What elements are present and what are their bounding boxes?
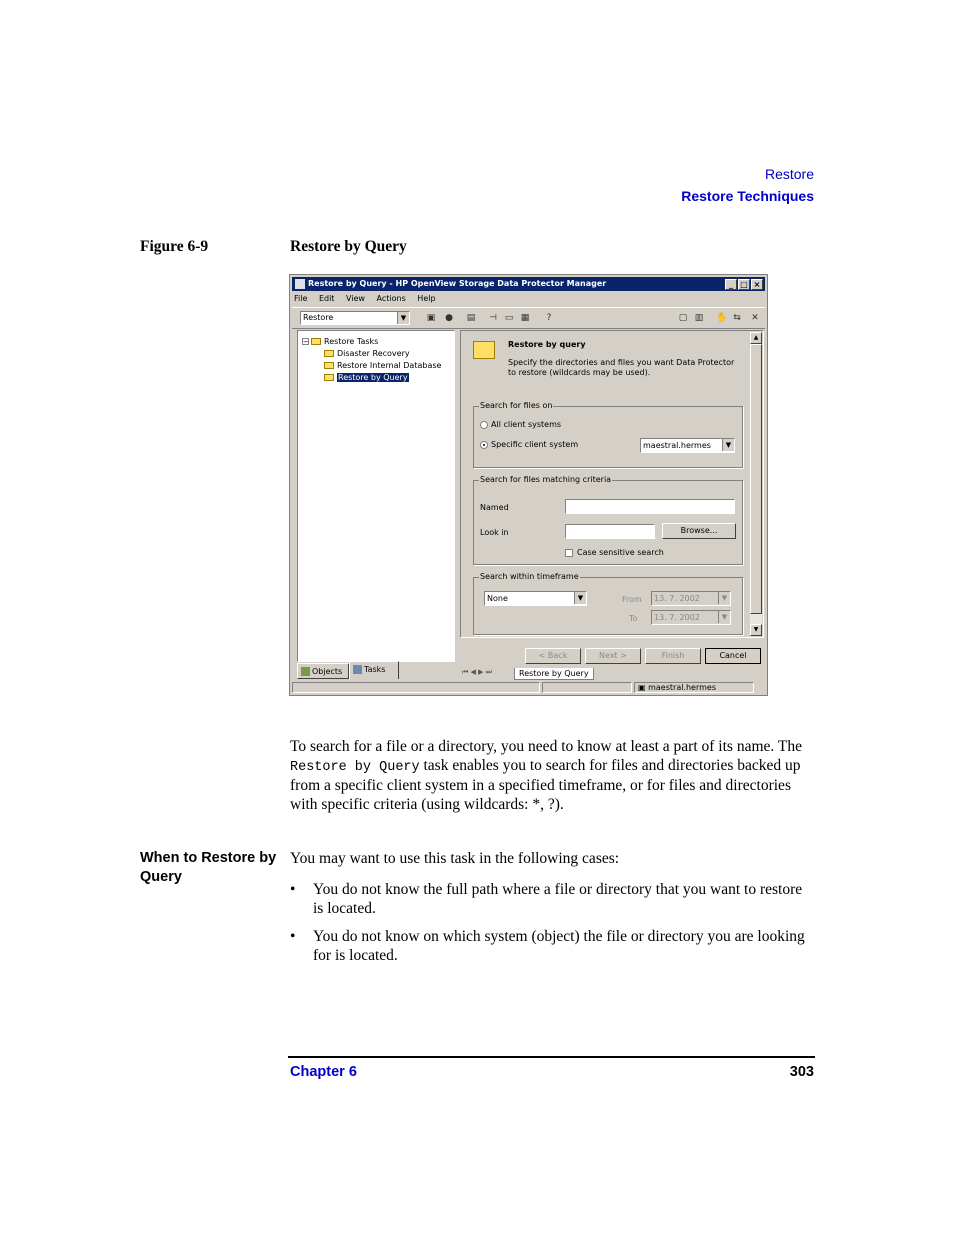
tab-tasks[interactable] xyxy=(349,661,399,679)
radio-button[interactable] xyxy=(480,441,488,449)
menu-help[interactable]: Help xyxy=(417,294,436,303)
folder-icon xyxy=(311,338,321,345)
tab-scroll-arrows-icon[interactable]: ⏮ ◀ ▶ ⏭ xyxy=(462,668,493,676)
vertical-scrollbar[interactable] xyxy=(750,332,762,636)
from-date-select xyxy=(651,591,731,606)
wizard-navigation xyxy=(460,643,764,665)
intro-text-a: To search for a file or a directory, you need to know at least a part of its name. The xyxy=(290,738,802,755)
tree-item-restore-by-query[interactable] xyxy=(302,372,441,384)
pin-icon[interactable]: ⊣ xyxy=(489,313,497,323)
tab-objects[interactable] xyxy=(297,663,349,679)
arrows-icon[interactable]: ⇆ xyxy=(733,313,741,323)
list-icon[interactable]: ▭ xyxy=(504,313,514,323)
scroll-down-icon[interactable]: ▼ xyxy=(750,624,762,636)
chevron-down-icon: ▼ xyxy=(718,611,730,623)
case-sensitive-option[interactable] xyxy=(565,548,664,557)
chevron-down-icon: ▼ xyxy=(574,592,586,604)
help-icon[interactable]: ? xyxy=(546,313,552,323)
client-system-value: maestral.hermes xyxy=(643,441,711,450)
context-select[interactable] xyxy=(300,311,410,325)
monitor-icon[interactable]: ▢ xyxy=(678,313,688,323)
timeframe-value: None xyxy=(487,594,508,603)
group-label: Search within timeframe xyxy=(480,572,579,581)
minimize-button[interactable]: _ xyxy=(725,279,737,290)
tab-restore-by-query[interactable]: Restore by Query xyxy=(514,668,594,680)
running-header-section: Restore Techniques xyxy=(681,188,814,204)
look-in-label: Look in xyxy=(480,528,509,537)
timeframe-select[interactable] xyxy=(484,591,587,606)
tree-item-label: Restore Tasks xyxy=(324,337,379,346)
next-button[interactable]: Next > xyxy=(585,648,641,664)
wizard-title: Restore by query xyxy=(508,340,586,349)
group-timeframe xyxy=(473,572,743,635)
app-window-screenshot xyxy=(289,274,768,696)
close-button[interactable]: × xyxy=(751,279,763,290)
group-matching-criteria xyxy=(473,475,743,565)
tree-item-disaster-recovery[interactable] xyxy=(302,348,441,360)
bullet-icon: • xyxy=(290,881,296,898)
scoping-pane xyxy=(297,330,455,662)
chevron-down-icon: ▼ xyxy=(722,439,734,451)
refresh-icon[interactable]: ● xyxy=(445,313,453,323)
scroll-up-icon[interactable]: ▲ xyxy=(750,332,762,344)
disconnect-icon[interactable]: ✕ xyxy=(751,313,759,323)
menu-bar xyxy=(294,293,445,305)
cases-intro: You may want to use this task in the following cases: xyxy=(290,850,620,867)
context-select-value: Restore xyxy=(303,313,334,322)
wizard-description: Specify the directories and files you want Data Protector to restore (wildcards may be used). xyxy=(508,358,735,377)
menu-actions[interactable]: Actions xyxy=(376,294,406,303)
properties-icon[interactable]: ▤ xyxy=(466,313,476,323)
status-host xyxy=(634,682,754,693)
bullet-text: You do not know the full path where a file or directory that you want to restore is located. xyxy=(313,881,803,917)
app-icon xyxy=(295,279,305,289)
tree-item-restore-tasks[interactable] xyxy=(302,336,441,348)
tab-label: Objects xyxy=(312,667,343,676)
group-label: Search for files matching criteria xyxy=(480,475,612,484)
figure-title: Restore by Query xyxy=(290,238,407,255)
folder-icon xyxy=(324,350,334,357)
look-in-input[interactable] xyxy=(565,524,655,539)
to-label: To xyxy=(629,614,638,623)
client-system-select[interactable] xyxy=(640,438,735,453)
scroll-thumb[interactable] xyxy=(750,344,762,614)
status-cell-empty xyxy=(542,682,632,693)
maximize-button[interactable]: □ xyxy=(738,279,750,290)
case-sensitive-label: Case sensitive search xyxy=(577,548,664,557)
browse-button[interactable]: Browse... xyxy=(662,523,736,539)
page-number: 303 xyxy=(789,1064,814,1080)
case-sensitive-checkbox[interactable] xyxy=(565,549,573,557)
tree-item-label: Disaster Recovery xyxy=(337,349,410,358)
window-titlebar xyxy=(292,277,765,291)
named-input[interactable] xyxy=(565,499,735,514)
menu-file[interactable]: File xyxy=(294,294,308,303)
window-title: Restore by Query - HP OpenView Storage Data Protector Manager xyxy=(308,279,607,288)
folder-icon xyxy=(324,362,334,369)
side-heading: When to Restore by Query xyxy=(140,850,277,885)
to-date-value: 13. 7. 2002 xyxy=(654,613,700,622)
group-search-files-on xyxy=(473,401,743,468)
finish-button[interactable]: Finish xyxy=(645,648,701,664)
to-date-select xyxy=(651,610,731,625)
grid-icon[interactable]: ▦ xyxy=(520,313,530,323)
hand-icon[interactable]: ✋ xyxy=(716,313,728,323)
results-pane xyxy=(460,330,764,638)
code-restore-by-query: Restore by Query xyxy=(290,759,420,775)
from-label: From xyxy=(622,595,642,604)
chevron-down-icon: ▼ xyxy=(718,592,730,604)
status-bar xyxy=(292,681,765,694)
restore-query-icon xyxy=(473,341,495,359)
intro-text-b: task enables you to search for files and directories backed up from a specific client system in a specified timeframe, or for files and directories with specific criteria (using wildcards: *, ?). xyxy=(290,756,801,813)
bullet-icon: • xyxy=(290,928,296,945)
from-date-value: 13. 7. 2002 xyxy=(654,594,700,603)
tree-item-restore-internal-database[interactable] xyxy=(302,360,441,372)
folder-icon xyxy=(324,374,334,381)
menu-edit[interactable]: Edit xyxy=(318,294,335,303)
back-button[interactable]: < Back xyxy=(525,648,581,664)
task-tree xyxy=(302,336,441,384)
status-host-name: maestral.hermes xyxy=(648,683,717,692)
menu-view[interactable]: View xyxy=(345,294,365,303)
group-label: Search for files on xyxy=(480,401,553,410)
window-controls xyxy=(724,278,763,292)
tasks-icon xyxy=(353,665,362,674)
named-label: Named xyxy=(480,503,509,512)
computer-icon: ▣ xyxy=(638,683,649,692)
running-header-chapter: Restore xyxy=(764,166,814,182)
chevron-down-icon: ▼ xyxy=(397,312,409,324)
bullet-text: You do not know on which system (object) the file or directory you are looking for is located. xyxy=(313,928,805,964)
radio-label: Specific client system xyxy=(491,440,579,449)
figure-number: Figure 6-9 xyxy=(140,238,209,255)
media-icon[interactable]: ▥ xyxy=(694,313,704,323)
intro-paragraph xyxy=(290,738,820,814)
radio-specific-client[interactable] xyxy=(480,440,578,449)
cancel-button[interactable]: Cancel xyxy=(705,648,761,664)
footer-chapter: Chapter 6 xyxy=(290,1064,357,1080)
radio-all-clients[interactable] xyxy=(480,420,561,429)
footer-rule xyxy=(288,1056,815,1058)
tree-item-label: Restore by Query xyxy=(338,373,408,382)
tab-label: Tasks xyxy=(364,665,386,674)
radio-button[interactable] xyxy=(480,421,488,429)
tree-item-label: Restore Internal Database xyxy=(337,361,442,370)
status-message xyxy=(292,682,540,693)
toolbar xyxy=(292,307,765,329)
radio-label: All client systems xyxy=(491,420,562,429)
objects-icon xyxy=(301,667,310,676)
network-icon[interactable]: ▣ xyxy=(426,313,436,323)
collapse-icon[interactable]: − xyxy=(303,338,309,346)
